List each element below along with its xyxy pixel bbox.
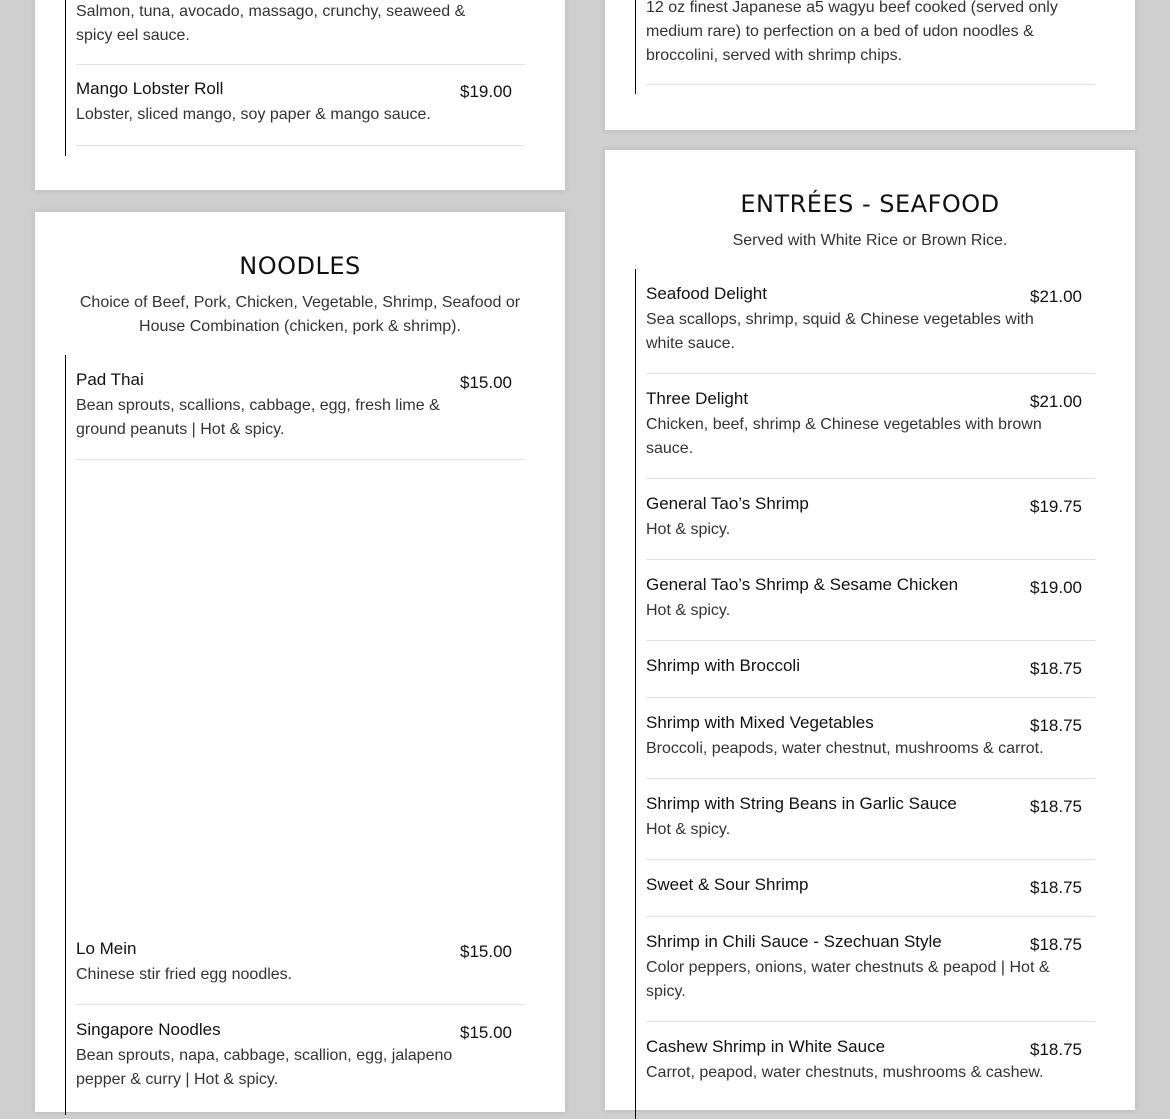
- menu-item-divider: [646, 697, 1095, 698]
- menu-item-name: Shrimp with Broccoli: [646, 656, 800, 675]
- menu-item-divider: [646, 478, 1095, 479]
- menu-item-description: Carrot, peapod, water chestnuts, mushrooms & cashew.: [646, 1064, 1044, 1081]
- menu-item-description: Hot & spicy.: [646, 521, 731, 538]
- menu-item-name: Mango Lobster Roll: [76, 79, 224, 98]
- menu-item-divider: [646, 859, 1095, 860]
- menu-item-divider: [76, 1004, 525, 1005]
- menu-item-name: Singapore Noodles: [76, 1020, 221, 1039]
- menu-item-price: $18.75: [1030, 716, 1082, 735]
- menu-item-description: Salmon, tuna, avocado, massago, crunchy, seaweed & spicy eel sauce.: [76, 3, 466, 44]
- menu-item-description: Color peppers, onions, water chestnuts & peapod | Hot & spicy.: [646, 959, 1050, 1000]
- menu-item-divider: [76, 459, 525, 460]
- menu-item-price: $15.00: [460, 1023, 512, 1042]
- menu-item-divider: [646, 84, 1095, 85]
- menu-item-description: 12 oz finest Japanese a5 wagyu beef cooked (served only medium rare) to perfection on a bed of udon noodles & broccolini, served with shrimp chips.: [646, 0, 1058, 64]
- seafood-menu-card: [605, 150, 1135, 1110]
- menu-item-name: Three Delight: [646, 389, 749, 408]
- menu-item-description: Lobster, sliced mango, soy paper & mango sauce.: [76, 106, 431, 123]
- menu-item-divider: [646, 1021, 1095, 1022]
- menu-item-price: $18.75: [1030, 659, 1082, 678]
- menu-item-price: $19.00: [1030, 578, 1082, 597]
- menu-item-price: $19.75: [1030, 497, 1082, 516]
- menu-item-description: Sea scallops, shrimp, squid & Chinese vegetables with white sauce.: [646, 311, 1034, 352]
- menu-item-price: $15.00: [460, 942, 512, 961]
- menu-item-price: $18.75: [1030, 797, 1082, 816]
- menu-item-description: Hot & spicy.: [646, 602, 731, 619]
- menu-item-name: Sweet & Sour Shrimp: [646, 875, 809, 894]
- menu-item-name: Shrimp with Mixed Vegetables: [646, 713, 874, 732]
- menu-item-name: Pad Thai: [76, 370, 144, 389]
- menu-item-price: $19.00: [460, 82, 512, 101]
- menu-item-name: Shrimp with String Beans in Garlic Sauce: [646, 794, 957, 813]
- menu-item-price: $15.00: [460, 373, 512, 392]
- menu-item-description: Chicken, beef, shrimp & Chinese vegetables with brown sauce.: [646, 416, 1042, 457]
- section-title: NOODLES: [239, 252, 361, 280]
- menu-item-name: General Tao’s Shrimp & Sesame Chicken: [646, 575, 959, 594]
- sushi-menu-card: [35, 0, 565, 190]
- menu-section-rule: [65, 355, 66, 1115]
- menu-item-divider: [646, 559, 1095, 560]
- section-title: ENTRÉES - SEAFOOD: [740, 190, 1000, 218]
- menu-item-name: Shrimp in Chili Sauce - Szechuan Style: [646, 932, 942, 951]
- menu-item-divider: [76, 145, 525, 146]
- menu-item-name: Cashew Shrimp in White Sauce: [646, 1037, 886, 1056]
- menu-item-price: $18.75: [1030, 935, 1082, 954]
- menu-item-price: $18.75: [1030, 878, 1082, 897]
- menu-item-price: $18.75: [1030, 1040, 1082, 1059]
- menu-section-rule: [635, 0, 636, 94]
- menu-item-divider: [646, 373, 1095, 374]
- menu-section-rule: [65, 0, 66, 156]
- menu-item-divider: [646, 640, 1095, 641]
- menu-item-description: Chinese stir fried egg noodles.: [76, 966, 293, 983]
- beef-menu-card: [605, 0, 1135, 130]
- menu-item-description: Bean sprouts, scallions, cabbage, egg, fresh lime & ground peanuts | Hot & spicy.: [76, 397, 440, 438]
- menu-item-description: Hot & spicy.: [646, 821, 731, 838]
- menu-section-rule: [635, 269, 636, 1119]
- menu-item-name: Seafood Delight: [646, 284, 767, 303]
- menu-item-description: Broccoli, peapods, water chestnut, mushrooms & carrot.: [646, 740, 1044, 757]
- section-subtitle: Choice of Beef, Pork, Chicken, Vegetable, Shrimp, Seafood or House Combination (chicken, pork & shrimp).: [79, 294, 521, 335]
- menu-item-divider: [76, 64, 525, 65]
- menu-item-divider: [646, 916, 1095, 917]
- menu-item-name: Lo Mein: [76, 939, 137, 958]
- menu-item-name: General Tao’s Shrimp: [646, 494, 809, 513]
- menu-item-divider: [646, 778, 1095, 779]
- menu-item-price: $21.00: [1030, 392, 1082, 411]
- menu-item-price: $21.00: [1030, 287, 1082, 306]
- noodles-menu-card: [35, 212, 565, 1112]
- section-subtitle: Served with White Rice or Brown Rice.: [732, 232, 1008, 249]
- menu-item-description: Bean sprouts, napa, cabbage, scallion, egg, jalapeno pepper & curry | Hot & spicy.: [76, 1047, 453, 1088]
